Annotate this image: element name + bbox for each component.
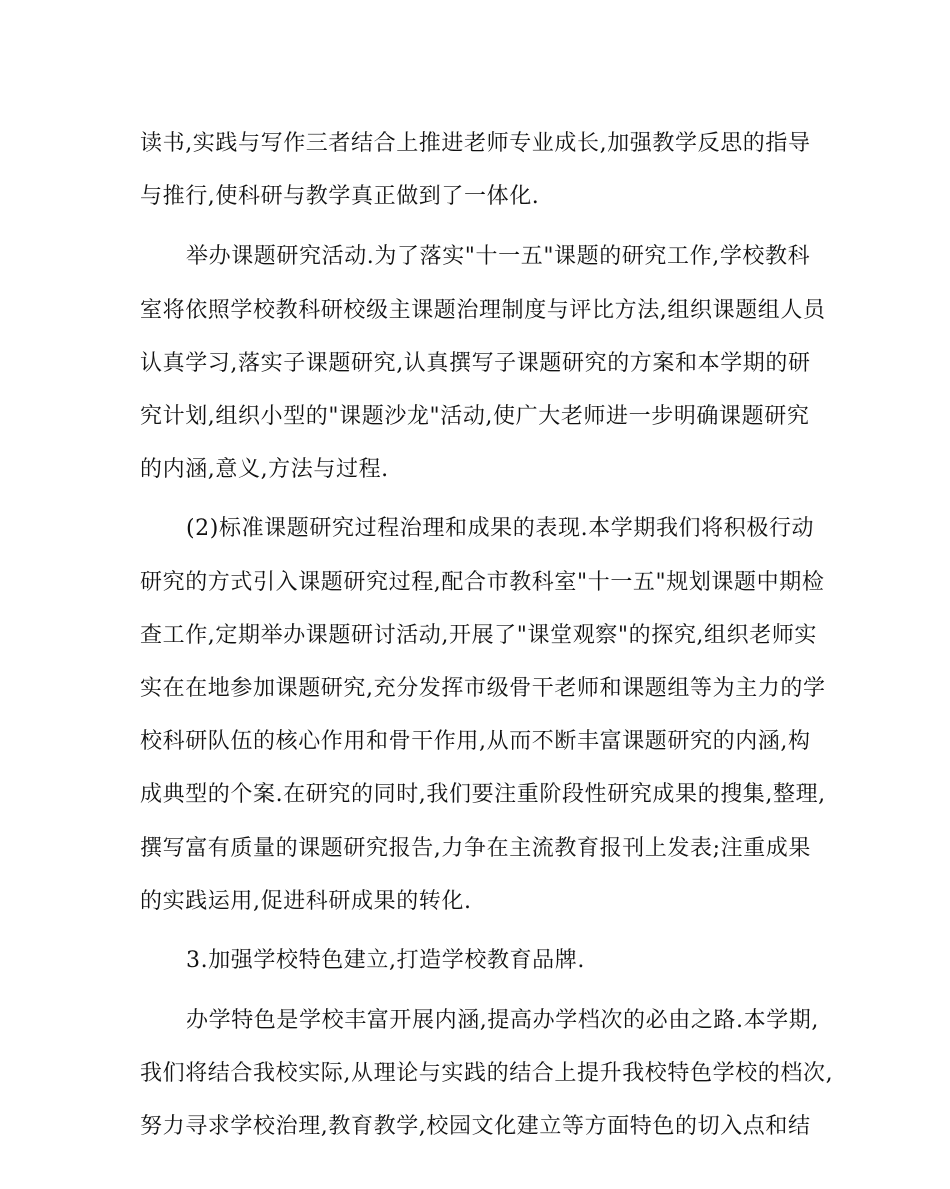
text-line: 实在在地参加课题研究,充分发挥市级骨干老师和课题组等为主力的学 bbox=[140, 676, 826, 701]
text-line: 撰写富有质量的课题研究报告,力争在主流教育报刊上发表;注重成果 bbox=[140, 836, 812, 861]
text-line: 努力寻求学校治理,教育教学,校园文化建立等方面特色的切入点和结 bbox=[140, 1114, 811, 1139]
text-line: 成典型的个案.在研究的同时,我们要注重阶段性研究成果的搜集,整理, bbox=[140, 782, 826, 807]
text-line: 室将依照学校教科研校级主课题治理制度与评比方法,组织课题组人员 bbox=[140, 298, 826, 323]
text-line: 认真学习,落实子课题研究,认真撰写子课题研究的方案和本学期的研 bbox=[140, 351, 811, 376]
text-line: 的实践运用,促进科研成果的转化. bbox=[140, 889, 472, 914]
text-line: 读书,实践与写作三者结合上推进老师专业成长,加强教学反思的指导 bbox=[140, 131, 811, 156]
text-line: 我们将结合我校实际,从理论与实践的结合上提升我校特色学校的档次, bbox=[140, 1061, 834, 1086]
text-line: 与推行,使科研与教学真正做到了一体化. bbox=[140, 184, 540, 209]
text-line: 究计划,组织小型的"课题沙龙"活动,使广大老师进一步明确课题研究 bbox=[140, 404, 810, 429]
text-line: 校科研队伍的核心作用和骨干作用,从而不断丰富课题研究的内涵,构 bbox=[140, 729, 811, 754]
paragraph-start-line: 举办课题研究活动.为了落实"十一五"课题的研究工作,学校教科 bbox=[186, 244, 811, 269]
text-line: 查工作,定期举办课题研讨活动,开展了"课堂观察"的探究,组织老师实 bbox=[140, 623, 818, 648]
paragraph-start-line: 办学特色是学校丰富开展内涵,提高办学档次的必由之路.本学期, bbox=[186, 1008, 819, 1033]
text-line: 的内涵,意义,方法与过程. bbox=[140, 457, 389, 482]
paragraph-start-line: (2)标准课题研究过程治理和成果的表现.本学期我们将积极行动 bbox=[186, 516, 815, 541]
section-heading-line: 3.加强学校特色建立,打造学校教育品牌. bbox=[186, 948, 585, 973]
text-line: 研究的方式引入课题研究过程,配合市教科室"十一五"规划课题中期检 bbox=[140, 570, 825, 595]
